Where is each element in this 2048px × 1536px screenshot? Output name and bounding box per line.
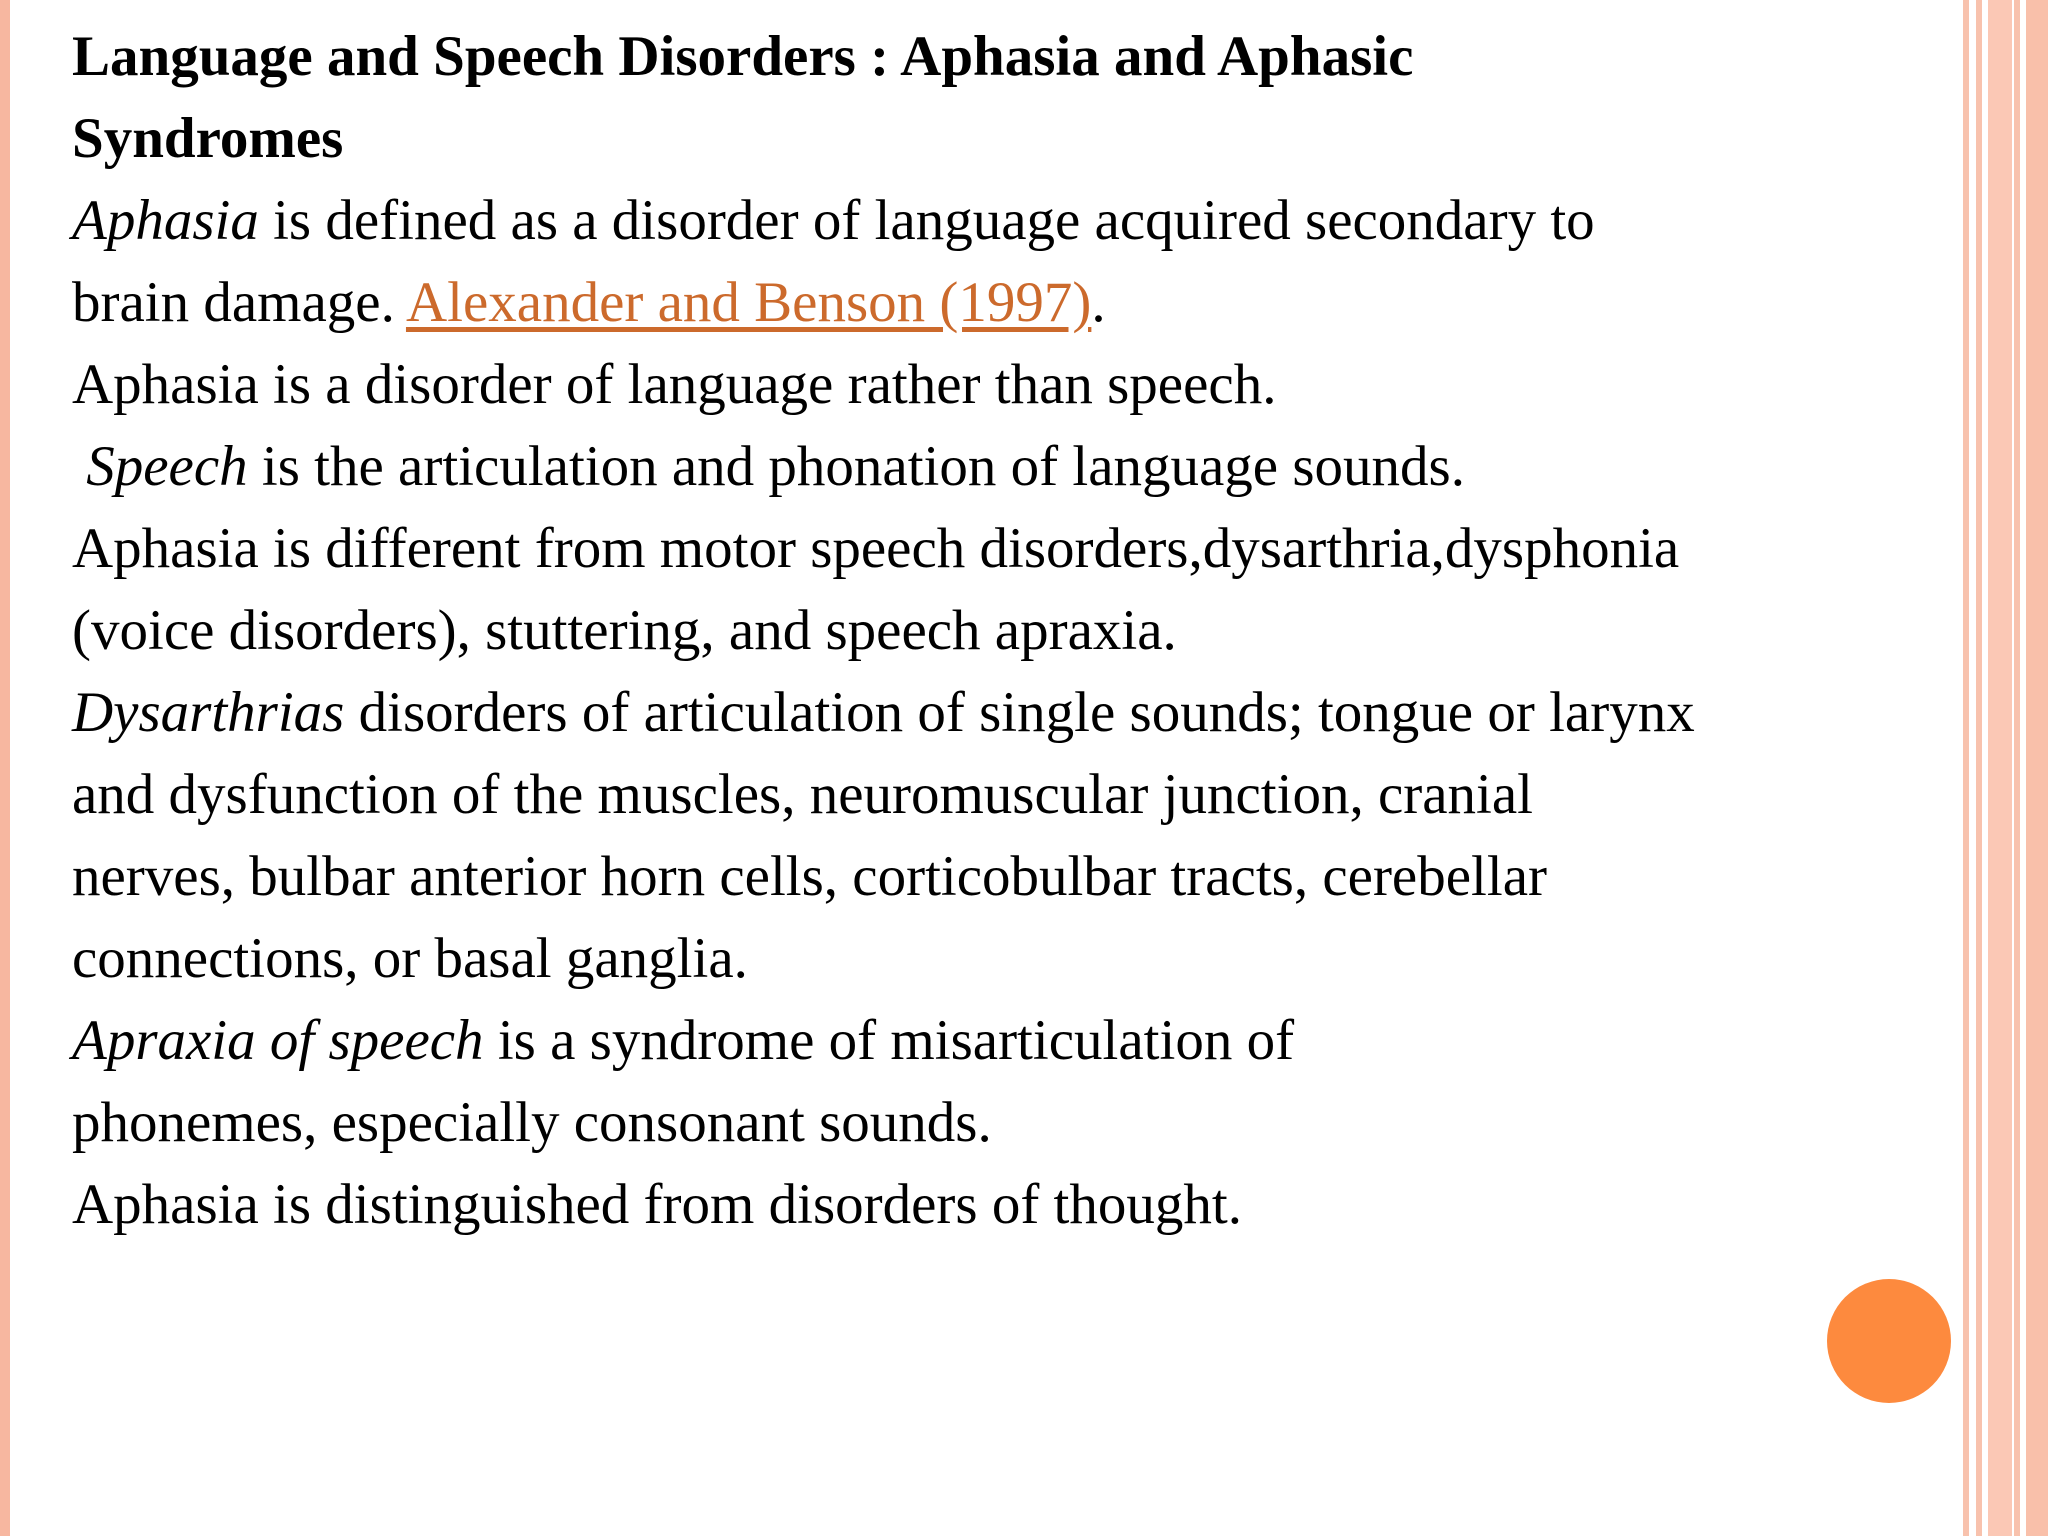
aphasia-thought-line: Aphasia is distinguished from disorders of thought. [72,1173,1242,1236]
aphasia-term: Aphasia [72,189,259,252]
aphasia-different-line-2: (voice disorders), stuttering, and speech apraxia. [72,599,1177,662]
aphasia-definition-line-2 [72,262,2032,344]
apraxia-line-2: phonemes, especially consonant sounds. [72,1091,992,1154]
citation-link[interactable]: Alexander and Benson (1997) [405,271,1092,334]
apraxia-line-1 [72,1000,2032,1082]
dysarthria-text: disorders of articulation of single sounds; tongue or larynx [344,681,1695,744]
speech-term: Speech [86,435,248,498]
dysarthria-line-3: nerves, bulbar anterior horn cells, corticobulbar tracts, cerebellar [72,845,1547,908]
speech-definition-line [72,426,2032,508]
apraxia-term: Apraxia of speech [72,1009,484,1072]
slide-title-line-1: Language and Speech Disorders : Aphasia and Aphasic [72,25,1414,88]
left-frame-bar [0,0,10,1536]
slide-body [72,16,2032,1246]
speech-definition-text: is the articulation and phonation of language sounds. [247,435,1465,498]
apraxia-text: is a syndrome of misarticulation of [483,1009,1295,1072]
aphasia-different-line-1: Aphasia is different from motor speech disorders,dysarthria,dysphonia [72,517,1680,580]
slide-title-line-2: Syndromes [72,107,344,170]
dysarthria-line-2: and dysfunction of the muscles, neuromuscular junction, cranial [72,763,1534,826]
aphasia-definition-text: is defined as a disorder of language acquired secondary to [258,189,1595,252]
language-vs-speech-line: Aphasia is a disorder of language rather than speech. [72,353,1277,416]
accent-circle [1827,1279,1951,1403]
dysarthria-line-1 [72,672,2032,754]
dysarthria-line-4: connections, or basal ganglia. [72,927,748,990]
citation-period: . [1091,271,1106,334]
aphasia-definition-text: brain damage. [72,271,406,334]
dysarthria-term: Dysarthrias [72,681,345,744]
aphasia-definition-line-1 [72,180,2032,262]
